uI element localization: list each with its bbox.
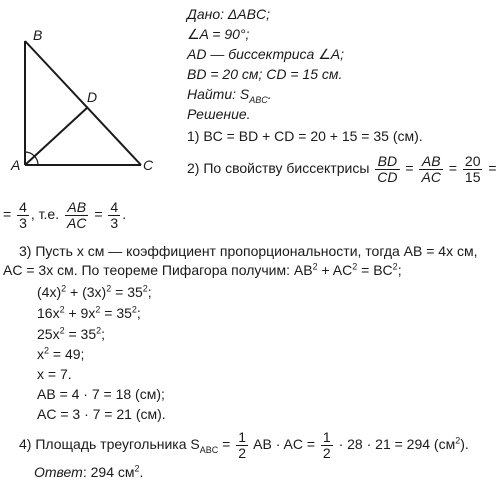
equals-sign: = (405, 160, 414, 176)
equation-6: AB = 4 · 7 = 18 (см); (37, 386, 165, 402)
fraction-20-15: $\frac{20}{15}$ (464, 152, 481, 185)
fraction-4-3: $\frac{4}{3}$ (19, 198, 27, 231)
given-lengths: BD = 20 см; CD = 15 см. (187, 66, 343, 82)
answer-value: : 294 см (82, 464, 135, 480)
label-b: B (33, 27, 43, 43)
label-d: D (87, 89, 98, 105)
step-3-line-2: AC = 3x см. По теореме Пифагора получим: $AB^2 + AC^2 = BC^2$; (3, 261, 402, 278)
equation-4: $x^2 = 49$; (37, 345, 85, 362)
equals-sign: = (94, 206, 103, 222)
fraction-1-2-b: $\frac{1}{2}$ (322, 428, 331, 461)
equals-sign: = (448, 160, 458, 176)
answer-label: Ответ (34, 464, 83, 480)
fraction-ab-ac-2: $\frac{AB}{AC}$ (66, 198, 87, 231)
find-prefix: Найти: S (187, 86, 250, 102)
find-sub: ABC (249, 94, 268, 105)
triangle-diagram (0, 0, 175, 180)
solution-heading: Решение. (187, 106, 251, 122)
equals-sign: = (488, 160, 497, 176)
step-1: 1) BC = BD + CD = 20 + 15 = 35 (см). (187, 128, 423, 144)
equation-3: $25x^2 = 35^2$; (37, 325, 106, 342)
find-suffix: . (267, 86, 272, 102)
given-angle: ∠A = 90°; (187, 26, 250, 42)
fraction-1-2: $\frac{1}{2}$ (238, 428, 247, 461)
step-3-line-1: 3) Пусть x см — коэффициент пропорциональности, тогда AB = 4x см, (19, 243, 478, 259)
step-2 (187, 151, 497, 185)
label-a: A (11, 157, 21, 173)
given-bisector: AD — биссектриса ∠A; (187, 46, 344, 62)
label-c: C (143, 157, 154, 173)
step-2-text: 2) По свойству биссектрисы (187, 160, 370, 176)
step-2-continued (3, 197, 126, 231)
step-4: 4) Площадь треугольника $S_{ABC}$ = $\frac{1}{2}$ AB · AC = $\frac{1}{2}$ · 28 · 21 = 294 $(см^2)$. (19, 428, 469, 461)
equation-7: AC = 3 · 7 = 21 (см). (37, 406, 166, 422)
given-header: Дано: ΔABC; (187, 6, 270, 22)
ie-text: , т.е. (30, 206, 60, 222)
equation-1: $(4x)^2 + (3x)^2 = 35^2$; (37, 283, 152, 300)
fraction-bd-cd: $\frac{BD}{CD}$ (377, 152, 398, 185)
equation-5: x = 7. (37, 366, 72, 382)
fraction-ab-ac: $\frac{AB}{AC}$ (421, 152, 441, 185)
equation-2: $16x^2 + 9x^2 = 35^2$; (37, 304, 141, 321)
period: . (122, 206, 127, 222)
answer: Ответ: 294 $см^2$. (34, 463, 144, 480)
equals-sign: = (3, 206, 12, 222)
side-bc (25, 41, 141, 165)
fraction-4-3-2: $\frac{4}{3}$ (110, 198, 119, 231)
find-line (187, 86, 272, 105)
